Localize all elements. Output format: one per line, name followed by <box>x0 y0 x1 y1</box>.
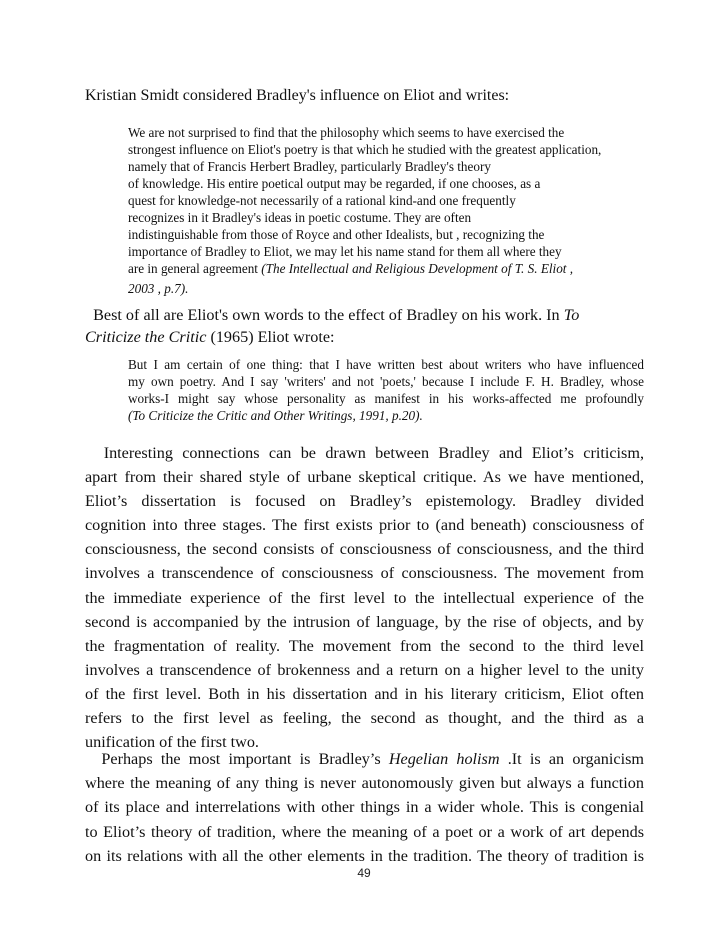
paragraph-line: consciousness, the second consists of consciousness of consciousness, and the third <box>85 540 644 559</box>
paragraph-line <box>85 304 644 326</box>
paragraph-connections <box>85 441 644 754</box>
quote-line: We are not surprised to find that the philosophy which seems to have exercised the <box>128 125 565 140</box>
page-number: 49 <box>357 866 371 880</box>
quote-line: recognizes in it Bradley's ideas in poetic costume. They are often <box>128 210 472 225</box>
paragraph-holism <box>85 747 644 868</box>
quote-text: are in general agreement <box>128 261 262 276</box>
paragraph-line: apart from their shared style of urbane skeptical critique. As we have mentioned, <box>85 468 644 487</box>
quote-line: namely that of Francis Herbert Bradley, particularly Bradley's theory <box>128 159 491 174</box>
quote-line: But I am certain of one thing: that I have written best about writers who have influenced <box>128 357 644 372</box>
paragraph-line: where the meaning of any thing is never autonomously given but always a function <box>85 774 644 793</box>
quote-citation: (To Criticize the Critic and Other Writings, 1991, p.20). <box>128 408 423 423</box>
quote-line: quest for knowledge-not necessarily of a rational kind-and one frequently <box>128 193 516 208</box>
paragraph-line: of its place and interrelations with other things in a wider whole. This is congenial <box>85 798 644 817</box>
paragraph-text: .It is an organicism <box>499 750 644 768</box>
paragraph-text: Perhaps the most important is Bradley’s <box>101 750 389 768</box>
term-hegelian-holism: Hegelian holism <box>388 750 500 768</box>
paragraph-line: the immediate experience of the first level to the intellectual experience of the <box>85 588 644 607</box>
paragraph-text: Best of all are Eliot's own words to the effect of Bradley on his work. In <box>93 306 564 324</box>
quote-line: indistinguishable from those of Royce and other Idealists, but , recognizing the <box>128 227 545 242</box>
paragraph-line <box>85 441 644 465</box>
book-title: Criticize the Critic <box>85 328 207 346</box>
quote-citation: (The Intellectual and Religious Development of T. S. Eliot , <box>261 261 574 276</box>
block-quote-smidt <box>128 124 644 297</box>
paragraph-line: on its relations with all the other elements in the tradition. The theory of tradition is <box>85 846 644 865</box>
quote-line: importance of Bradley to Eliot, we may let his name stand for them all where they <box>128 244 562 259</box>
paragraph-line: the fragmentation of reality. The movement from the second to the third level <box>85 636 644 655</box>
paragraph-line: Eliot’s dissertation is focused on Bradley’s epistemology. Bradley divided <box>85 492 644 511</box>
paragraph-eliot-words <box>85 304 644 348</box>
paragraph-line: cognition into three stages. The first exists prior to (and beneath) consciousness of <box>85 516 644 535</box>
paragraph-line: second is accompanied by the intrusion of language, by the rise of objects, and by <box>85 612 644 631</box>
intro-sentence: Kristian Smidt considered Bradley's influence on Eliot and writes: <box>85 87 510 104</box>
quote-line: strongest influence on Eliot's poetry is that which he studied with the greatest application, <box>128 142 602 157</box>
paragraph-text: Interesting connections can be drawn between Bradley and Eliot’s criticism, <box>103 444 644 462</box>
paragraph-line: unification of the first two. <box>85 733 259 752</box>
paragraph-line: involves a transcendence of consciousness of consciousness. The movement from <box>85 564 644 583</box>
quote-line: works-I might say whose personality as manifest in his works-affected me profoundly <box>128 391 644 406</box>
paragraph-line: to Eliot’s theory of tradition, where the meaning of a poet or a work of art depends <box>85 822 644 841</box>
paragraph-text: (1965) Eliot wrote: <box>206 328 335 346</box>
paragraph-line: refers to the first level as feeling, the second as thought, and the third as a <box>85 709 644 728</box>
quote-line: my own poetry. And I say 'writers' and not 'poets,' because I include F. H. Bradley, whose <box>128 374 644 389</box>
quote-line: of knowledge. His entire poetical output may be regarded, if one chooses, as a <box>128 176 541 191</box>
paragraph-line <box>85 326 644 348</box>
paragraph-line <box>85 747 644 771</box>
paragraph-line: involves a transcendence of brokenness and a return on a higher level to the unity <box>85 660 644 679</box>
block-quote-eliot <box>128 356 644 424</box>
paragraph-line: of the first level. Both in his dissertation and in his literary criticism, Eliot often <box>85 684 644 703</box>
quote-citation-continued: 2003 , p.7). <box>128 281 189 296</box>
quote-line-with-citation <box>128 260 644 277</box>
book-title: To <box>563 306 580 324</box>
